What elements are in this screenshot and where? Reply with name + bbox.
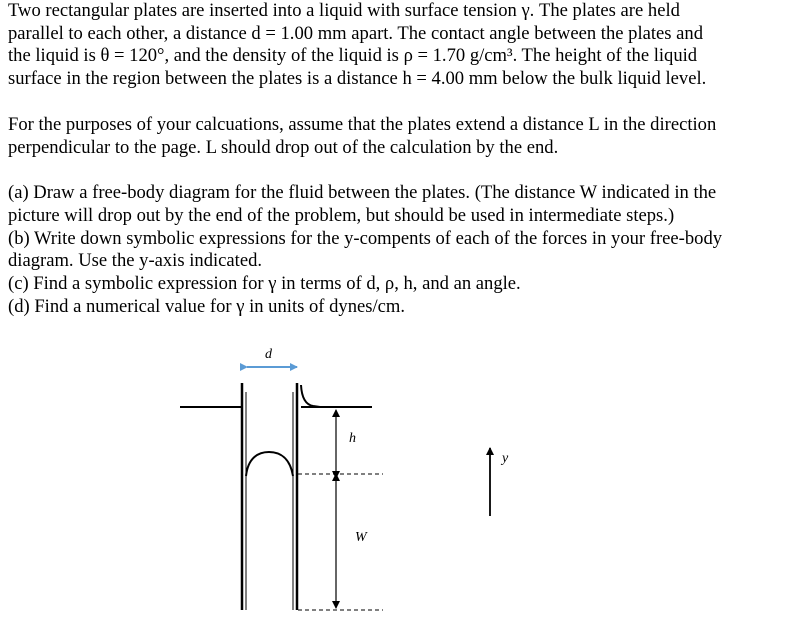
intro-line: Two rectangular plates are inserted into a liquid with surface tension γ. The plates are held bbox=[8, 0, 680, 21]
label-y: y bbox=[502, 451, 509, 466]
part-line: picture will drop out by the end of the problem, but should be used in intermediate steps.) bbox=[8, 204, 675, 226]
assumption-line: For the purposes of your calcuations, assume that the plates extend a distance L in the direction bbox=[8, 113, 717, 135]
part-line: (a) Draw a free-body diagram for the fluid between the plates. (The distance W indicated in the bbox=[8, 182, 717, 204]
inner-meniscus bbox=[246, 452, 293, 476]
outer-meniscus bbox=[301, 385, 320, 407]
label-h: h bbox=[349, 431, 356, 446]
assumption-line: perpendicular to the page. L should drop out of the calculation by the end. bbox=[8, 136, 559, 158]
label-d: d bbox=[265, 347, 272, 362]
label-w: W bbox=[355, 530, 367, 545]
intro-line: the liquid is θ = 120°, and the density of the liquid is ρ = 1.70 g/cm³. The height of the liquid bbox=[8, 45, 698, 67]
intro-line: surface in the region between the plates is a distance h = 4.00 mm below the bulk liquid level. bbox=[8, 68, 707, 90]
part-line: (d) Find a numerical value for γ in units of dynes/cm. bbox=[8, 295, 406, 317]
part-line: diagram. Use the y-axis indicated. bbox=[8, 250, 263, 272]
intro-line: parallel to each other, a distance d = 1.00 mm apart. The contact angle between the plates and bbox=[8, 22, 704, 44]
part-line: (c) Find a symbolic expression for γ in terms of d, ρ, h, and an angle. bbox=[8, 273, 521, 295]
part-line: (b) Write down symbolic expressions for the y-compents of each of the forces in your free-body bbox=[8, 227, 723, 249]
